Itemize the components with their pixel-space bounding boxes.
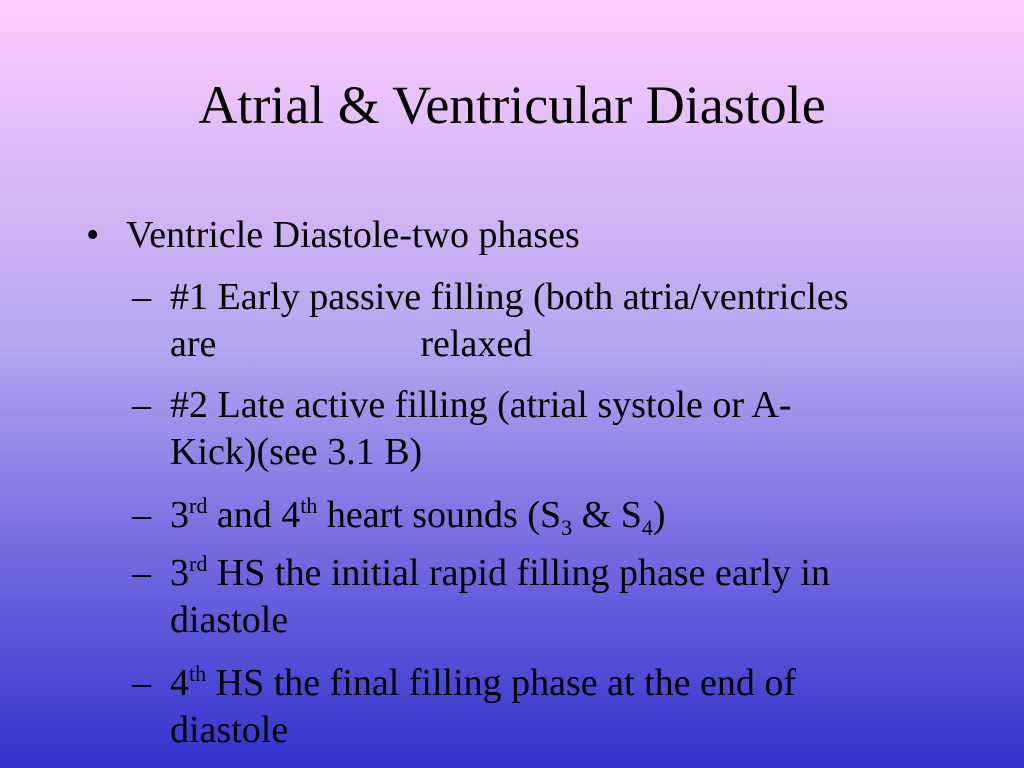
dash-marker: – bbox=[132, 552, 151, 594]
dash-marker: – bbox=[132, 662, 151, 704]
dash-marker: – bbox=[132, 276, 151, 318]
ordinal-suffix: rd bbox=[189, 493, 208, 518]
subitem-line: #1 Early passive filling (both atria/ventricles bbox=[170, 276, 849, 318]
subitem-text: and 4 bbox=[207, 494, 301, 536]
bullet-text: Ventricle Diastole-two phases bbox=[126, 214, 580, 256]
subitem-line bbox=[132, 492, 1002, 539]
slide-title: Atrial & Ventricular Diastole bbox=[198, 75, 826, 135]
subitem-third-heart-sound bbox=[132, 550, 1002, 644]
subitem-fourth-heart-sound bbox=[132, 660, 1002, 754]
subitem-text: relaxed bbox=[420, 323, 533, 365]
subitem-text: are bbox=[170, 323, 217, 365]
subitem-line bbox=[132, 660, 1002, 707]
subitem-late-active-filling bbox=[132, 382, 1002, 476]
bullet-marker: • bbox=[86, 214, 100, 256]
ordinal-number: 3 bbox=[170, 494, 189, 536]
ordinal-suffix: th bbox=[300, 493, 318, 518]
subitem-line: #2 Late active filling (atrial systole or A- bbox=[170, 384, 792, 426]
subitem-line: diastole bbox=[170, 709, 289, 751]
ordinal-number: 4 bbox=[170, 662, 189, 704]
subitem-text: HS the initial rapid filling phase early in bbox=[207, 552, 830, 594]
subitem-text: ) bbox=[652, 494, 666, 536]
ordinal-suffix: th bbox=[189, 661, 207, 686]
ordinal-suffix: rd bbox=[189, 551, 208, 576]
subitem-heart-sounds bbox=[132, 492, 1002, 539]
subitem-text: & S bbox=[572, 494, 642, 536]
subitem-line: Kick)(see 3.1 B) bbox=[170, 431, 423, 473]
subitem-line: diastole bbox=[170, 599, 289, 641]
dash-marker: – bbox=[132, 384, 151, 426]
subitem-text: HS the final filling phase at the end of bbox=[206, 662, 797, 704]
subitem-line bbox=[132, 321, 1002, 368]
subitem-line bbox=[132, 550, 1002, 597]
subscript: 4 bbox=[641, 515, 653, 540]
ordinal-number: 3 bbox=[170, 552, 189, 594]
subitem-early-passive-filling bbox=[132, 274, 1002, 368]
subscript: 3 bbox=[561, 515, 573, 540]
dash-marker: – bbox=[132, 494, 151, 536]
subitem-text: heart sounds (S bbox=[317, 494, 562, 536]
bullet-ventricle-diastole bbox=[86, 212, 580, 258]
